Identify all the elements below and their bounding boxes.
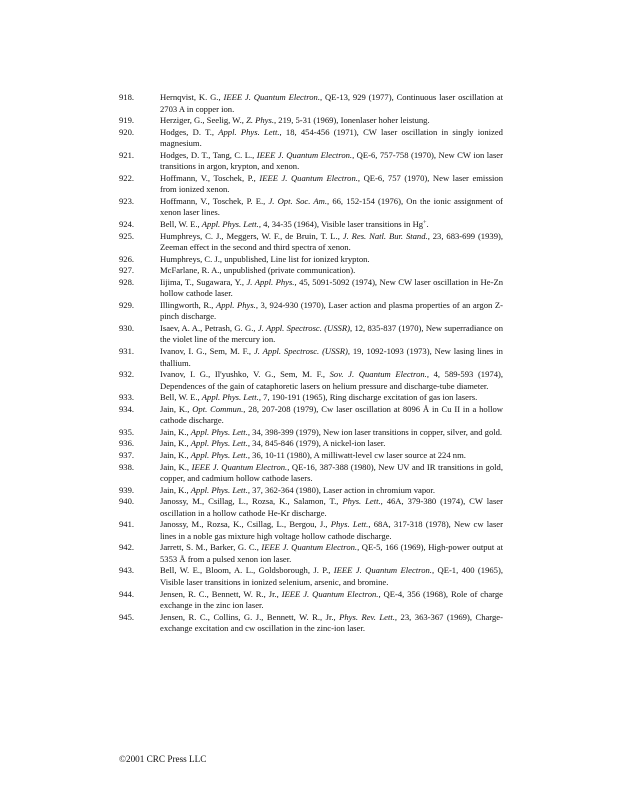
journal-title: IEEE J. Quantum Electron. <box>191 461 288 472</box>
reference-text <box>160 219 503 231</box>
citation-text: Jarrett, S. M., Barker, G. C., <box>160 542 262 553</box>
reference-number: 919. <box>119 115 135 126</box>
citation-text: Ivanov, I. G., Sem, M. F., <box>160 346 254 357</box>
reference-item <box>119 150 503 173</box>
reference-text <box>160 392 503 404</box>
reference-number: 928. <box>119 276 135 287</box>
journal-title: Phys. Lett. <box>342 496 381 507</box>
citation-text: , 4, 34-35 (1964), Visible laser transitions in Hg <box>258 219 424 230</box>
reference-item <box>119 323 503 346</box>
citation-text: Bell, W. E., <box>160 392 202 403</box>
citation-text: , QE-6, 757 (1970), New laser emission from ionized xenon. <box>160 172 503 195</box>
reference-number: 929. <box>119 299 135 310</box>
reference-number: 930. <box>119 322 135 333</box>
journal-title: IEEE J. Quantum Electron. <box>223 92 321 102</box>
journal-title: Phys. Lett. <box>330 519 369 530</box>
reference-number: 940. <box>119 496 135 507</box>
journal-title: Appl. Phys. Lett. <box>190 426 248 437</box>
reference-item <box>119 231 503 254</box>
citation-text: McFarlane, R. A., unpublished (private communication). <box>160 265 356 276</box>
reference-number: 936. <box>119 438 135 449</box>
citation-text: Jain, K., <box>160 438 191 449</box>
reference-text <box>160 300 503 323</box>
citation-text: Bell, W. E., <box>160 219 202 230</box>
journal-title: Appl. Phys. Lett. <box>201 392 259 403</box>
citation-text: , 66, 152-154 (1976), On the ionic assignment of xenon laser lines. <box>160 195 504 218</box>
reference-item <box>119 450 503 462</box>
reference-item <box>119 173 503 196</box>
citation-text: Jain, K., <box>160 426 191 437</box>
reference-item <box>119 219 503 231</box>
citation-text: , 18, 454-456 (1971), CW laser oscillation in singly ionized magnesium. <box>160 126 503 149</box>
citation-text: , 34, 845-846 (1979), A nickel-ion laser. <box>247 438 386 449</box>
reference-text <box>160 254 503 266</box>
reference-text <box>160 496 503 519</box>
citation-text: Jain, K., <box>160 403 193 414</box>
reference-item <box>119 254 503 266</box>
reference-number: 943. <box>119 565 135 576</box>
reference-number: 944. <box>119 588 135 599</box>
journal-title: Z. Phys. <box>246 115 274 126</box>
citation-text: Janossy, M., Rozsa, K., Csillag, L., Bergou, J., <box>160 519 331 530</box>
reference-number: 941. <box>119 519 135 530</box>
citation-text: Hernqvist, K. G., <box>160 92 224 102</box>
citation-text: Jain, K., <box>160 484 191 495</box>
reference-number: 926. <box>119 253 135 264</box>
journal-title: Appl. Phys. Lett. <box>190 484 248 495</box>
reference-item <box>119 462 503 485</box>
reference-item <box>119 369 503 392</box>
citation-text: , 23, 363-367 (1969), Charge-exchange excitation and cw oscillation in the zinc-ion laser. <box>160 611 503 634</box>
citation-text: , 37, 362-364 (1980), Laser action in chromium vapor. <box>247 484 435 495</box>
citation-text: Isaev, A. A., Petrash, G. G., <box>160 322 258 333</box>
citation-text: Humphreys, C. J., unpublished, Line list for ionized krypton. <box>160 253 370 264</box>
reference-text <box>160 92 503 115</box>
reference-item <box>119 612 503 635</box>
reference-item <box>119 196 503 219</box>
reference-text <box>160 115 503 127</box>
superscript: + <box>423 220 427 227</box>
reference-text <box>160 450 503 462</box>
reference-number: 935. <box>119 426 135 437</box>
reference-number: 924. <box>119 219 135 230</box>
citation-text: Hodges, D. T., Tang, C. L., <box>160 149 257 160</box>
citation-text: Jensen, R. C., Collins, G. J., Bennett, W. R., Jr., <box>160 611 340 622</box>
reference-list <box>119 92 503 635</box>
reference-item <box>119 115 503 127</box>
citation-text: Illingworth, R., <box>160 299 216 310</box>
reference-item <box>119 92 503 115</box>
journal-title: Opt. Commun. <box>192 403 244 414</box>
reference-text <box>160 438 503 450</box>
citation-text: , QE-5, 166 (1969), High-power output at 5353 Å from a pulsed xenon ion laser. <box>160 542 503 564</box>
journal-title: Appl. Phys. Lett. <box>190 449 248 460</box>
reference-item <box>119 277 503 300</box>
citation-text: , 34, 398-399 (1979), New ion laser transitions in copper, silver, and gold. <box>247 426 503 437</box>
citation-text: , QE-1, 400 (1965), Visible laser transitions in ionized selenium, arsenic, and bromine. <box>160 565 503 587</box>
reference-item <box>119 427 503 439</box>
reference-item <box>119 485 503 497</box>
citation-text: , QE-16, 387-388 (1980), New UV and IR transitions in gold, copper, and cadmium hollow cathode lasers. <box>160 461 503 484</box>
journal-title: Appl. Phys. <box>216 299 256 310</box>
reference-text <box>160 485 503 497</box>
citation-text: , QE-4, 356 (1968), Role of charge exchange in the zinc ion laser. <box>160 588 503 611</box>
reference-text <box>160 196 503 219</box>
journal-title: Sov. J. Quantum Electron. <box>329 369 427 380</box>
reference-number: 942. <box>119 542 135 553</box>
reference-text <box>160 427 503 439</box>
journal-title: J. Res. Natl. Bur. Stand. <box>342 230 428 241</box>
citation-text: , 3, 924-930 (1970), Laser action and plasma properties of an argon Z-pinch discharge. <box>160 299 503 322</box>
journal-title: Appl. Phys. Lett. <box>218 126 280 137</box>
reference-number: 920. <box>119 126 135 137</box>
reference-text <box>160 231 503 254</box>
citation-text: Hoffmann, V., Toschek, P., <box>160 172 260 183</box>
citation-text: Jain, K., <box>160 449 191 460</box>
reference-number: 938. <box>119 461 135 472</box>
reference-number: 922. <box>119 172 135 183</box>
citation-text: Herziger, G., Seelig, W., <box>160 115 247 126</box>
reference-text <box>160 404 503 427</box>
reference-item <box>119 519 503 542</box>
reference-number: 927. <box>119 265 135 276</box>
reference-text <box>160 589 503 612</box>
journal-title: IEEE J. Quantum Electron. <box>281 588 379 599</box>
reference-text <box>160 346 503 369</box>
reference-item <box>119 438 503 450</box>
journal-title: J. Opt. Soc. Am. <box>268 195 327 206</box>
citation-text: , 23, 683-699 (1939), Zeeman effect in the second and third spectra of xenon. <box>160 230 504 253</box>
citation-text: , 12, 835-837 (1970), New superradiance on the violet line of the mercury ion. <box>160 322 503 345</box>
citation-text: Bell, W. E., Bloom, A. L., Goldsborough, J. P., <box>160 565 334 576</box>
journal-title: IEEE J. Quantum Electron. <box>333 565 432 576</box>
reference-item <box>119 392 503 404</box>
citation-text: , QE-6, 757-758 (1970), New CW ion laser transitions in argon, krypton, and xenon. <box>160 149 503 172</box>
journal-title: IEEE J. Quantum Electron. <box>256 149 353 160</box>
citation-text: , 36, 10-11 (1980), A milliwatt-level cw laser source at 224 nm. <box>247 449 466 460</box>
reference-text <box>160 565 503 588</box>
reference-text <box>160 265 503 277</box>
citation-text: Janossy, M., Csillag, L., Rozsa, K., Salamon, T., <box>160 496 343 507</box>
reference-number: 939. <box>119 484 135 495</box>
citation-text: Hoffmann, V., Toschek, P. E., <box>160 195 269 206</box>
reference-number: 921. <box>119 149 135 160</box>
reference-text <box>160 519 503 542</box>
journal-title: Appl. Phys. Lett. <box>190 438 248 449</box>
citation-text: . <box>426 219 429 230</box>
citation-text: , 46A, 379-380 (1974), CW laser oscillation in a hollow cathode He-Kr discharge. <box>160 496 503 518</box>
citation-text: , 28, 207-208 (1979), Cw laser oscillation at 8096 Å in Cu II in a hollow cathode discharge. <box>160 403 504 426</box>
reference-number: 925. <box>119 230 135 241</box>
citation-text: Ivanov, I. G., Il'yushko, V. G., Sem, M. F., <box>160 369 330 380</box>
reference-text <box>160 127 503 150</box>
reference-number: 931. <box>119 346 135 357</box>
citation-text: , 4, 589-593 (1974), Dependences of the gain of cataphoretic lasers on helium pressure and discharge-tube diameter. <box>160 369 504 391</box>
reference-number: 934. <box>119 403 135 414</box>
reference-text <box>160 150 503 173</box>
reference-text <box>160 369 503 392</box>
citation-text: Jensen, R. C., Bennett, W. R., Jr., <box>160 588 282 599</box>
citation-text: Hodges, D. T., <box>160 126 219 137</box>
citation-text: , 219, 5-31 (1969), Ionenlaser hoher leistung. <box>274 115 430 126</box>
reference-text <box>160 277 503 300</box>
journal-title: J. Appl. Phys. <box>246 276 295 287</box>
copyright-footer: ©2001 CRC Press LLC <box>119 754 207 764</box>
journal-title: J. Appl. Spectrosc. (USSR) <box>257 322 350 333</box>
reference-item <box>119 542 503 565</box>
reference-number: 923. <box>119 195 135 206</box>
reference-number: 918. <box>119 92 135 102</box>
reference-item <box>119 300 503 323</box>
reference-text <box>160 173 503 196</box>
reference-number: 933. <box>119 392 135 403</box>
reference-item <box>119 127 503 150</box>
reference-text <box>160 542 503 565</box>
reference-item <box>119 346 503 369</box>
reference-text <box>160 323 503 346</box>
reference-number: 932. <box>119 369 135 380</box>
reference-item <box>119 404 503 427</box>
journal-title: Phys. Rev. Lett. <box>339 611 395 622</box>
reference-item <box>119 589 503 612</box>
citation-text: , 7, 190-191 (1965), Ring discharge excitation of gas ion lasers. <box>258 392 478 403</box>
reference-number: 945. <box>119 611 135 622</box>
reference-text <box>160 612 503 635</box>
journal-title: IEEE J. Quantum Electron. <box>261 542 358 553</box>
journal-title: IEEE J. Quantum Electron. <box>259 172 358 183</box>
citation-text: , QE-13, 929 (1977), Continuous laser oscillation at 2703 A in copper ion. <box>160 92 503 114</box>
citation-text: Iijima, T., Sugawara, Y., <box>160 276 247 287</box>
journal-title: Appl. Phys. Lett. <box>201 219 259 230</box>
reference-item <box>119 265 503 277</box>
journal-title: J. Appl. Spectrosc. (USSR) <box>253 346 348 357</box>
reference-item <box>119 496 503 519</box>
citation-text: , 19, 1092-1093 (1973), New lasing lines in thallium. <box>160 346 503 368</box>
citation-text: , 68A, 317-318 (1978), New cw laser lines in a noble gas mixture high voltage hollow cathode discharge. <box>160 519 503 541</box>
reference-item <box>119 565 503 588</box>
citation-text: , 45, 5091-5092 (1974), New CW laser oscillation in He-Zn hollow cathode laser. <box>160 276 503 299</box>
citation-text: Jain, K., <box>160 461 192 472</box>
citation-text: Humphreys, C. J., Meggers, W. F., de Bruin, T. L., <box>160 230 343 241</box>
reference-text <box>160 462 503 485</box>
reference-number: 937. <box>119 449 135 460</box>
